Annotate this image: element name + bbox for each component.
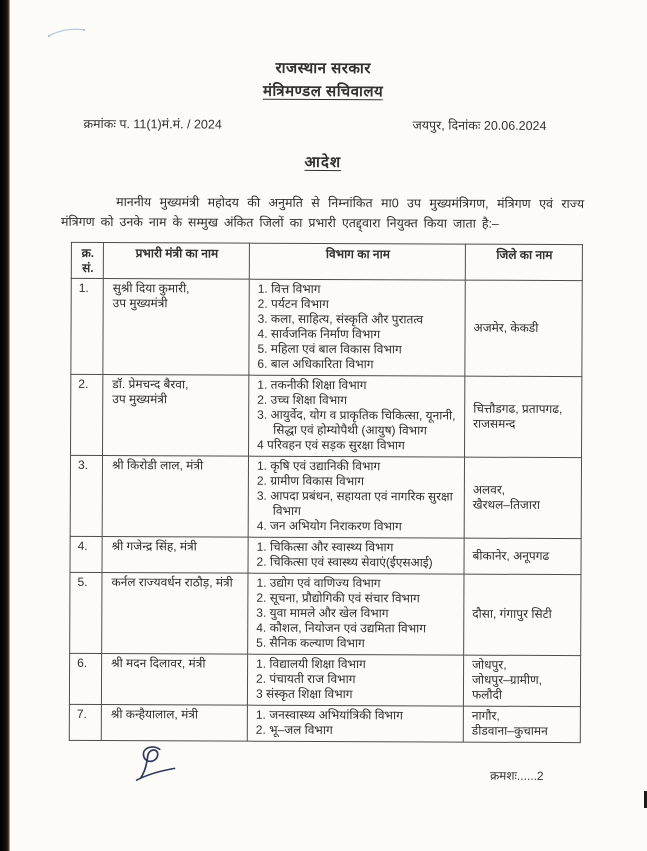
department-item: 2. पंचायती राज विभाग	[256, 671, 356, 687]
cell-district-names	[465, 280, 582, 377]
department-item: 2. उच्च शिक्षा विभाग	[257, 392, 348, 408]
department-item: 5. सैनिक कल्याण विभाग	[256, 635, 365, 651]
table-row	[69, 704, 580, 742]
place-and-date: जयपुर, दिनांकः 20.06.2024	[412, 118, 547, 133]
district-line: नागौर,	[471, 708, 500, 723]
department-item: 3 संस्कृत शिक्षा विभाग	[255, 686, 353, 702]
scan-left-edge	[0, 0, 10, 851]
department-item: 2. पर्यटन विभाग	[257, 296, 329, 312]
cell-district-names	[465, 376, 582, 458]
department-item: 3. युवा मामले और खेल विभाग	[256, 605, 389, 621]
footer-row	[133, 741, 544, 791]
cell-department-list	[247, 654, 463, 706]
district-line: खैरथल–तिजारा	[472, 497, 541, 512]
col-header-districts: जिले का नाम	[465, 244, 582, 281]
signature-scribble-icon	[133, 743, 179, 789]
table-row	[70, 455, 581, 538]
order-table-body	[69, 278, 582, 742]
minister-name-line: श्री मदन दिलावर, मंत्री	[111, 656, 206, 671]
table-row	[70, 572, 581, 655]
cell-district-names	[464, 457, 581, 539]
department-item: 4. कौशल, नियोजन एवं उद्यमिता विभाग	[256, 620, 427, 636]
stray-pen-mark-icon	[46, 24, 90, 40]
government-name: राजस्थान सरकार	[275, 59, 371, 78]
reference-number: क्रमांकः प. 11(1)मं.मं. / 2024	[83, 116, 222, 132]
order-table	[69, 242, 583, 743]
cell-department-list	[249, 375, 465, 457]
intro-paragraph: माननीय मुख्यमंत्री महोदय की अनुमति से निम्नांकित मा0 उप मुख्यमंत्रिगण, मंत्रिगण एवं राज्य मंत्रिगण को उनके नाम के सम्मुख अंकित जिलों का प्रभारी एतद्द्वारा नियुक्त किया जाता है:–	[60, 195, 585, 231]
col-header-serial: क्र. सं.	[71, 242, 103, 278]
district-line: डीडवाना–कुचामन	[471, 723, 548, 738]
cell-department-list	[247, 705, 463, 742]
minister-name-line: उप मुख्यमंत्री	[112, 296, 168, 311]
minister-name-line: डॉ. प्रेमचन्द बैरवा,	[112, 377, 189, 392]
cell-serial-number: 4.	[70, 536, 102, 572]
department-item: 4. जन अभियोग निराकरण विभाग	[256, 518, 402, 534]
cell-department-list	[249, 279, 465, 376]
department-item: 2. सूचना, प्रौद्योगिकी एवं संचार विभाग	[256, 590, 420, 606]
minister-name-line: श्री गजेन्द्र सिंह, मंत्री	[111, 539, 197, 554]
cell-district-names	[463, 706, 580, 743]
reference-row	[83, 115, 546, 134]
department-item: 1. वित्त विभाग	[257, 281, 321, 296]
cell-minister-name	[102, 573, 248, 655]
cell-minister-name	[102, 456, 248, 538]
col-header-departments: विभाग का नाम	[249, 243, 465, 280]
district-line: अजमेर, केकडी	[473, 320, 539, 335]
department-item: 1. उद्योग एवं वाणिज्य विभाग	[256, 575, 381, 591]
col-header-minister: प्रभारी मंत्री का नाम	[103, 243, 249, 280]
department-item: 2. चिकित्सा एवं स्वास्थ्य सेवाएं(ईएसआई)	[256, 554, 433, 570]
cell-district-names	[463, 655, 580, 707]
minister-name-line: श्री किरोडी लाल, मंत्री	[111, 458, 204, 473]
minister-name-line: कर्नल राज्यवर्धन राठौड़, मंत्री	[111, 575, 233, 590]
district-line: राजसमन्द	[473, 416, 516, 431]
department-item: 6. बाल अधिकारिता विभाग	[257, 356, 374, 372]
table-header-row	[71, 242, 582, 280]
department-item: 4 परिवहन एवं सड़क सुरक्षा विभाग	[257, 437, 405, 453]
department-item: 5. महिला एवं बाल विकास विभाग	[257, 341, 402, 357]
department-item: 1. जनस्वास्थ्य अभियांत्रिकी विभाग	[255, 707, 403, 723]
table-row	[71, 374, 582, 457]
department-item: 2. भू–जल विभाग	[255, 722, 333, 738]
district-line: जोधपुर,	[472, 657, 507, 672]
cell-district-names	[464, 538, 581, 575]
cell-serial-number: 3.	[70, 455, 102, 536]
table-row	[70, 536, 581, 574]
department-item: 1. कृषि एवं उद्यानिकी विभाग	[256, 458, 381, 474]
minister-name-line: सुश्री दिया कुमारी,	[112, 281, 190, 296]
minister-name-line: श्री कन्हैयालाल, मंत्री	[110, 707, 199, 722]
secretariat-name: मंत्रिमण्डल सचिवालय	[262, 82, 384, 101]
table-row	[69, 653, 580, 706]
minister-name-line: उप मुख्यमंत्री	[112, 392, 168, 407]
department-item: 1. चिकित्सा और स्वास्थ्य विभाग	[256, 539, 394, 555]
district-line: अलवर,	[472, 482, 506, 497]
cell-serial-number: 7.	[69, 704, 101, 740]
cell-department-list	[248, 456, 464, 538]
district-line: चित्तौडगढ, प्रतापगढ,	[473, 401, 563, 416]
district-line: बीकानेर, अनूपगढ	[472, 548, 550, 563]
department-item: 4. सार्वजनिक निर्माण विभाग	[257, 326, 381, 342]
cell-serial-number: 5.	[70, 572, 102, 653]
district-line: जोधपुर–ग्रामीण,	[472, 672, 543, 687]
cell-serial-number: 1.	[71, 278, 103, 374]
cell-department-list	[248, 537, 464, 574]
department-item: 1. विद्यालयी शिक्षा विभाग	[256, 656, 366, 672]
district-line: फलौदी	[471, 687, 502, 702]
order-title: आदेश	[304, 153, 342, 172]
cell-department-list	[248, 573, 464, 655]
cell-district-names	[464, 574, 581, 656]
department-item: 2. ग्रामीण विकास विभाग	[256, 473, 365, 489]
table-row	[71, 278, 582, 376]
district-line: दौसा, गंगापुर सिटी	[472, 606, 552, 622]
cell-minister-name	[103, 375, 249, 457]
cell-minister-name	[102, 537, 248, 574]
cell-serial-number: 2.	[71, 374, 103, 455]
cell-minister-name	[101, 705, 247, 742]
continuation-note: क्रमशः......2	[489, 768, 544, 783]
cell-serial-number: 6.	[69, 653, 101, 704]
department-item: 3. आयुर्वेद, योग व प्राकृतिक चिकित्सा, यूनानी, सिद्धा एवं होम्योपैथी (आयुष) विभाग	[257, 407, 456, 438]
cell-minister-name	[101, 654, 247, 706]
cell-minister-name	[103, 279, 249, 376]
department-item: 3. कला, साहित्य, संस्कृति और पुरातत्व	[257, 311, 424, 327]
department-item: 3. आपदा प्रबंधन, सहायता एवं नागरिक सुरक्षा विभाग	[256, 488, 453, 518]
department-item: 1. तकनीकी शिक्षा विभाग	[257, 377, 367, 393]
